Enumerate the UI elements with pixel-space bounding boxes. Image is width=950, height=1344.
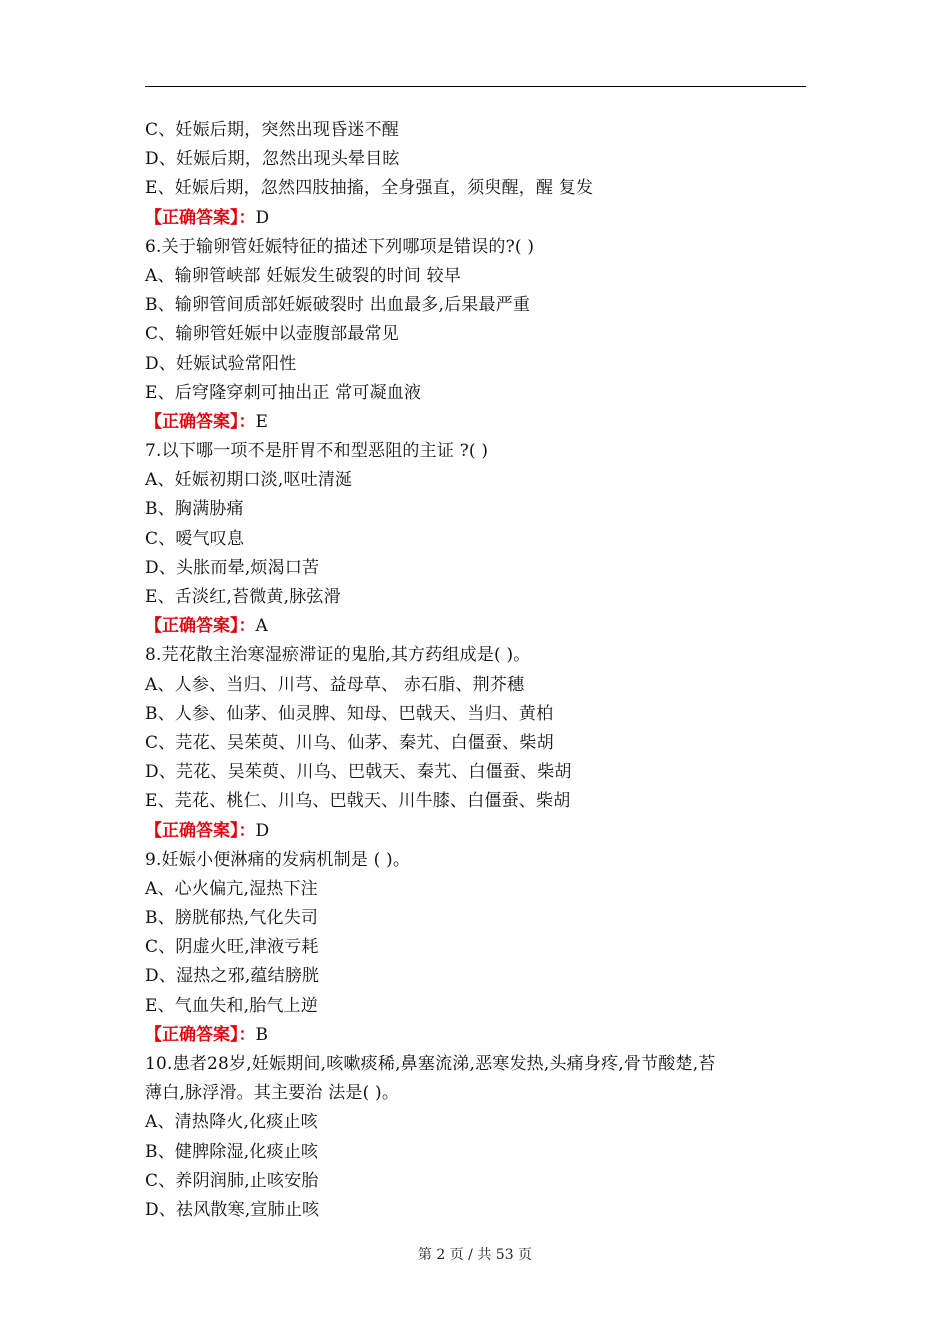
- answer-option: A、人参、当归、川芎、益母草、 赤石脂、荆芥穗: [145, 674, 525, 695]
- answer-option: C、阴虚火旺,津液亏耗: [145, 937, 319, 958]
- answer-option: C、养阴润肺,止咳安胎: [145, 1170, 319, 1191]
- correct-answer-label: 【正确答案】：: [145, 207, 256, 228]
- question-text: 8.芫花散主治寒湿瘀滞证的鬼胎,其方药组成是( )。: [145, 645, 531, 666]
- correct-answer-line: [145, 817, 806, 846]
- answer-option: C、芫花、吴茱萸、川乌、仙茅、秦艽、白僵蚕、柴胡: [145, 732, 554, 753]
- answer-option: D、妊娠试验常阳性: [145, 353, 297, 374]
- question-text: 9.妊娠小便淋痛的发病机制是 ( )。: [145, 849, 411, 870]
- correct-answer-label: 【正确答案】：: [145, 616, 256, 637]
- answer-option: A、心火偏亢,湿热下注: [145, 878, 318, 899]
- answer-option: E、芫花、桃仁、川乌、巴戟天、川牛膝、白僵蚕、柴胡: [145, 791, 571, 812]
- answer-option: A、输卵管峡部 妊娠发生破裂的时间 较早: [145, 265, 462, 286]
- correct-answer-line: [145, 408, 806, 437]
- correct-answer-value: B: [255, 1024, 268, 1045]
- correct-answer-label: 【正确答案】：: [145, 1024, 256, 1045]
- answer-option: E、舌淡红,苔微黄,脉弦滑: [145, 587, 341, 607]
- correct-answer-label: 【正确答案】：: [145, 411, 256, 432]
- document-body: [145, 116, 806, 1225]
- correct-answer-value: A: [255, 616, 268, 637]
- correct-answer-value: D: [255, 207, 270, 228]
- answer-option: E、后穹隆穿刺可抽出正 常可凝血液: [145, 382, 422, 403]
- answer-option: A、清热降火,化痰止咳: [145, 1112, 318, 1133]
- question-text: 6.关于输卵管妊娠特征的描述下列哪项是错误的?( ): [145, 236, 535, 257]
- correct-answer-label: 【正确答案】：: [145, 820, 256, 841]
- answer-option: E、气血失和,胎气上逆: [145, 995, 319, 1016]
- answer-option: D、祛风散寒,宣肺止咳: [145, 1199, 320, 1220]
- correct-answer-line: [145, 612, 806, 641]
- answer-option: D、头胀而晕,烦渴口苦: [145, 557, 320, 578]
- page-footer: 第 2 页 / 共 53 页: [417, 1247, 533, 1263]
- answer-option: E、妊娠后期，忽然四肢抽搐，全身强直，须臾醒，醒 复发: [145, 178, 594, 199]
- answer-option: B、胸满胁痛: [145, 499, 244, 520]
- answer-option: D、芫花、吴茱萸、川乌、巴戟天、秦艽、白僵蚕、柴胡: [145, 762, 572, 783]
- answer-option: B、输卵管间质部妊娠破裂时 出血最多,后果最严重: [145, 295, 531, 316]
- question-text: 薄白,脉浮滑。其主要治 法是( )。: [145, 1083, 400, 1104]
- header-rule: [145, 86, 806, 87]
- correct-answer-value: E: [255, 411, 268, 432]
- answer-option: C、妊娠后期，突然出现昏迷不醒: [145, 120, 400, 140]
- answer-option: B、人参、仙茅、仙灵脾、知母、巴戟天、当归、黄柏: [145, 703, 554, 724]
- correct-answer-line: [145, 1021, 806, 1050]
- answer-option: A、妊娠初期口淡,呕吐清涎: [145, 470, 353, 491]
- answer-option: C、输卵管妊娠中以壶腹部最常见: [145, 324, 400, 345]
- answer-option: B、健脾除湿,化痰止咳: [145, 1141, 319, 1162]
- answer-option: D、妊娠后期，忽然出现头晕目眩: [145, 149, 400, 170]
- answer-option: D、湿热之邪,蕴结膀胱: [145, 966, 320, 987]
- answer-option: C、嗳气叹息: [145, 528, 245, 549]
- correct-answer-line: [145, 204, 806, 233]
- question-text: 7.以下哪一项不是肝胃不和型恶阻的主证 ?( ): [145, 441, 489, 462]
- question-text: 10.患者28岁,妊娠期间,咳嗽痰稀,鼻塞流涕,恶寒发热,头痛身疼,骨节酸楚,苔: [145, 1054, 716, 1074]
- answer-option: B、膀胱郁热,气化失司: [145, 908, 319, 929]
- correct-answer-value: D: [255, 820, 270, 841]
